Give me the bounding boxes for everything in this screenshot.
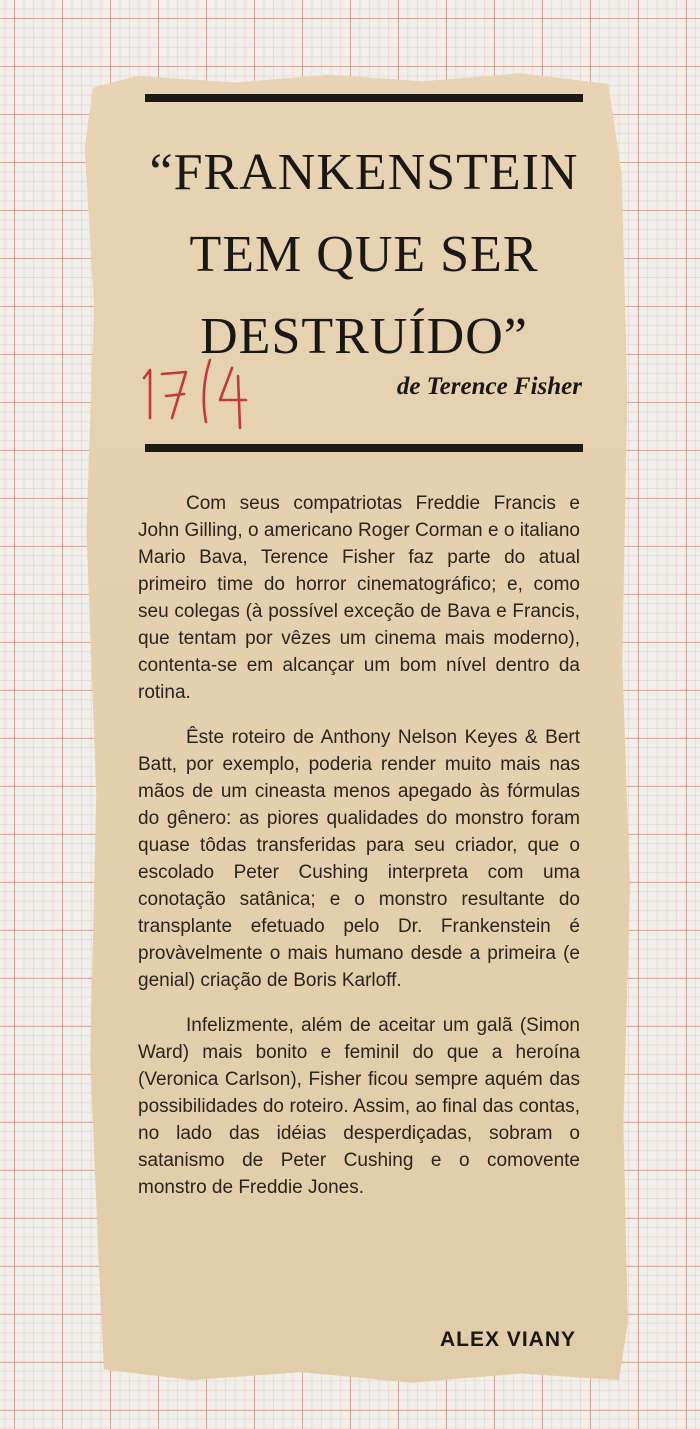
headline [130, 132, 598, 378]
handwritten-date-note [136, 356, 266, 436]
paragraph: Êste roteiro de Anthony Nelson Keyes & Bert Batt, por exemplo, poderia render muito mais nas mãos de um cineasta menos apegado às fórmulas do gênero: as piores qualidades do monstro foram quase tôdas transferidas para seu criador, que o escolado Peter Cushing interpreta com uma conotação satânica; e o monstro resultante do transplante efetuado pelo Dr. Frankenstein é provàvelmente o mais humano desde a primeira (e genial) criação de Boris Karloff. [138, 727, 580, 991]
top-rule [145, 94, 583, 102]
paragraph: Com seus compatriotas Freddie Francis e John Gilling, o americano Roger Corman e o italiano Mario Bava, Terence Fisher faz parte do atual primeiro time do horror cinematográfico; e, como seu colegas (à possível exceção de Bava e Francis, que tentam por vêzes um cinema mais moderno), contenta-se em alcançar um bom nível dentro da rotina. [138, 493, 580, 703]
article-body [138, 490, 580, 1219]
headline-line-3: DESTRUÍDO” [200, 308, 528, 365]
paragraph: Infelizmente, além de aceitar um galã (Simon Ward) mais bonito e feminil do que a heroína (Veronica Carlson), Fisher ficou sempre aquém das possibilidades do roteiro. Assim, ao final das contas, no lado das idéias desperdiçadas, sobram o satanismo de Peter Cushing e o comovente monstro de Freddie Jones. [138, 1015, 580, 1198]
byline: ALEX VIANY [439, 1328, 576, 1351]
headline-line-2: TEM QUE SER [189, 226, 539, 283]
author-line: de Terence Fisher [396, 373, 582, 400]
bottom-rule [145, 444, 583, 452]
headline-line-1: “FRANKENSTEIN [149, 144, 579, 201]
